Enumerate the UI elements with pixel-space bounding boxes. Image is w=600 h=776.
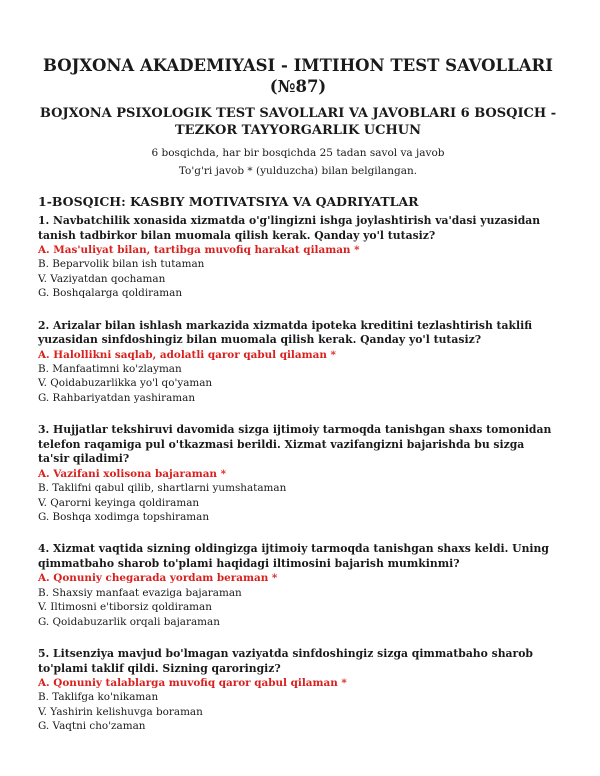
question-1 xyxy=(38,214,558,301)
question-text: 4. Xizmat vaqtida sizning oldingizga ijtimoiy tarmoqda tanishgan shaxs keldi. Uning qimmatbaho sharob to'plami haqidagi iltimosini bajarish mumkinmi? xyxy=(38,542,549,570)
answer-option: B. Taklifga ko'nikaman xyxy=(38,691,159,704)
answer-option: V. Iltimosni e'tiborsiz qoldiraman xyxy=(38,601,212,614)
answer-option: B. Manfaatimni ko'zlayman xyxy=(38,363,182,376)
answer-option: V. Vaziyatdan qochaman xyxy=(38,272,166,285)
question-3 xyxy=(38,423,558,524)
answer-option: B. Shaxsiy manfaat evaziga bajaraman xyxy=(38,586,242,599)
answer-option: G. Vaqtni cho'zaman xyxy=(38,720,146,733)
answer-option: B. Beparvolik bilan ish tutaman xyxy=(38,258,205,271)
question-text: 5. Litsenziya mavjud bo'lmagan vaziyatda sinfdoshingiz sizga qimmatbaho sharob to'plami taklif qildi. Sizning qaroringiz? xyxy=(38,647,533,675)
info-line-stages: 6 bosqichda, har bir bosqichda 25 tadan savol va javob xyxy=(151,147,445,159)
answer-option-correct: A. Qonuniy chegarada yordam beraman * xyxy=(38,572,278,585)
document-title: BOJXONA AKADEMIYASI - IMTIHON TEST SAVOLLARI (№87) xyxy=(43,56,553,96)
question-text: 2. Arizalar bilan ishlash markazida xizmatda ipoteka kreditini tezlashtirish taklifi yuzasidan sinfdoshingiz bilan muomala qilish kerak. Qanday yo'l tutasiz? xyxy=(38,318,533,347)
answer-option: G. Qoidabuzarlik orqali bajaraman xyxy=(38,615,220,628)
question-4 xyxy=(38,542,558,629)
answer-option: V. Yashirin kelishuvga boraman xyxy=(38,705,203,718)
answer-option: B. Taklifni qabul qilib, shartlarni yumshataman xyxy=(38,482,287,495)
info-line-legend: To'g'ri javob * (yulduzcha) bilan belgilangan. xyxy=(178,165,418,177)
answer-option-correct: A. Mas'uliyat bilan, tartibga muvofiq harakat qilaman * xyxy=(38,244,360,256)
question-text: 1. Navbatchilik xonasida xizmatda o'g'lingizni ishga joylashtirish va'dasi yuzasidan tanish tadbirkor bilan muomala qilish kerak. Qanday yo'l tutasiz? xyxy=(38,214,541,242)
question-text: 3. Hujjatlar tekshiruvi davomida sizga ijtimoiy tarmoqda tanishgan shaxs tomonidan telefon raqamiga pul o'tkazmasi berildi. Xizmat vazifangizni bajarishda bu sizga ta'sir qiladimi? xyxy=(38,423,552,466)
stage-heading: 1-BOSQICH: KASBIY MOTIVATSIYA VA QADRIYATLAR xyxy=(38,194,419,209)
question-2 xyxy=(38,319,558,406)
answer-option: V. Qoidabuzarlikka yo'l qo'yaman xyxy=(38,377,213,390)
answer-option: G. Rahbariyatdan yashiraman xyxy=(38,391,196,404)
answer-option: V. Qarorni keyinga qoldiraman xyxy=(38,496,200,509)
answer-option: G. Boshqa xodimga topshiraman xyxy=(38,510,210,523)
document-subtitle: BOJXONA PSIXOLOGIK TEST SAVOLLARI VA JAVOBLARI 6 BOSQICH - TEZKOR TAYYORGARLIK UCHUN xyxy=(39,106,557,138)
answer-option-correct: A. Vazifani xolisona bajaraman * xyxy=(38,467,227,480)
answer-option-correct: A. Qonuniy talablarga muvofiq qaror qabul qilaman * xyxy=(38,677,347,689)
question-list xyxy=(38,214,558,734)
answer-option-correct: A. Halollikni saqlab, adolatli qaror qabul qilaman * xyxy=(38,348,336,361)
question-5 xyxy=(38,647,558,734)
answer-option: G. Boshqalarga qoldiraman xyxy=(38,287,183,300)
